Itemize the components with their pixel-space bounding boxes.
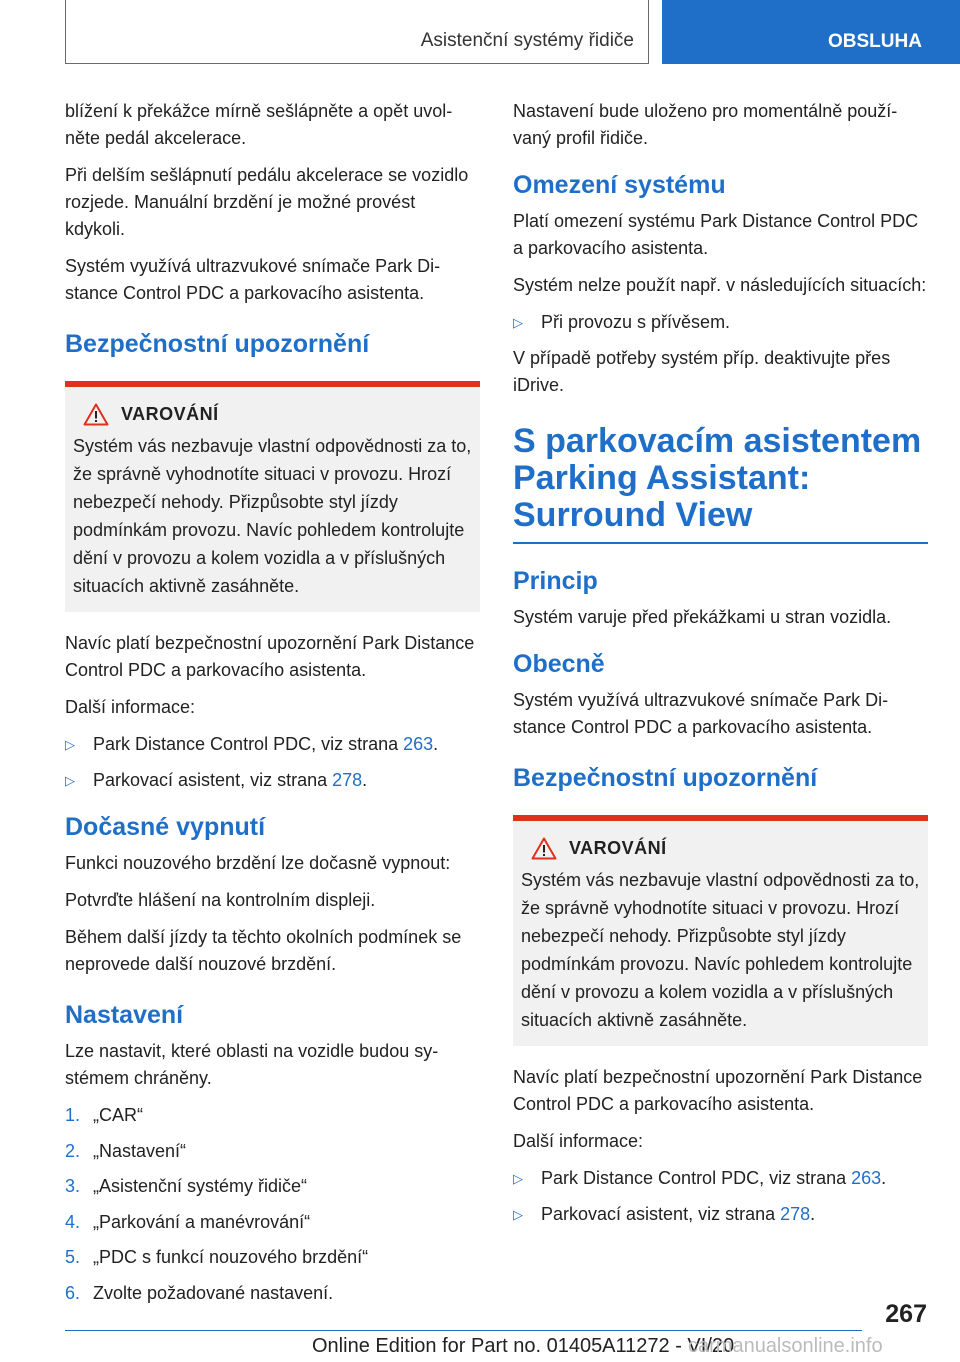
paragraph: Navíc platí bezpečnostní upozornění Park Distance Control PDC a parkovacího asistenta. (65, 633, 475, 680)
list-item: ▷ Parkovací asistent, viz strana 278. (513, 1201, 928, 1228)
paragraph: Funkci nouzového brzdění lze dočasně vypnout: (65, 853, 451, 873)
paragraph: Systém využívá ultrazvukové snímače Park Distance Control PDC a parkovacího asistenta. (513, 690, 889, 737)
right-column (513, 98, 928, 1237)
footer-divider (65, 1330, 862, 1331)
triangle-bullet-icon: ▷ (65, 773, 75, 788)
section-heading-temp-off: Dočasné vypnutí (65, 813, 266, 841)
paragraph: Nastavení bude uloženo pro momentálně používaný profil řidiče. (513, 101, 898, 148)
list-item: ▷ Park Distance Control PDC, viz strana 263. (65, 731, 480, 758)
steps-list (65, 1102, 480, 1307)
triangle-bullet-icon: ▷ (65, 737, 75, 752)
warning-text: Systém vás nezbavuje vlastní odpovědnosti za to, že správně vyhodnotíte situaci v provozu. Hrozí nebezpečí nehody. Přizpůsobte styl jízdy podmínkám provozu. Navíc pohledem kontrolujte dění v provozu a kolem vozidla a v příslušných situacích aktivně zasáhněte. (521, 870, 920, 1030)
bullet-list (513, 309, 928, 336)
paragraph: Systém využívá ultrazvukové snímače Park Distance Control PDC a parkovacího asistenta. (65, 256, 441, 303)
warning-title: VAROVÁNÍ (121, 404, 219, 424)
footer-edition: Online Edition for Part no. 01405A11272 - VI/20 (312, 1335, 735, 1357)
triangle-bullet-icon: ▷ (513, 1171, 523, 1186)
link-list (513, 1165, 928, 1228)
paragraph: Platí omezení systému Park Distance Control PDC a parkovacího asistenta. (513, 211, 919, 258)
left-column (65, 98, 480, 1315)
footer-watermark: carmanualsonline.info (688, 1335, 883, 1357)
triangle-bullet-icon: ▷ (513, 1207, 523, 1222)
list-item: ▷ Při provozu s přívěsem. (513, 309, 928, 336)
list-item: 4. „Parkování a manévrování“ (65, 1211, 311, 1232)
paragraph: Další informace: (65, 697, 196, 717)
list-item: 6. Zvolte požadované nastavení. (65, 1282, 334, 1303)
list-item: 3. „Asistenční systémy řidiče“ (65, 1176, 308, 1196)
warning-triangle-icon (531, 837, 557, 860)
section-heading-safety: Bezpečnostní upozornění (65, 330, 370, 358)
list-item: 5. „PDC s funkcí nouzového brzdění“ (65, 1247, 369, 1267)
section-heading-limits: Omezení systému (513, 171, 726, 199)
page-number: 267 (885, 1300, 927, 1328)
paragraph: V případě potřeby systém příp. deaktivujte přes iDrive. (513, 348, 891, 395)
paragraph: Systém nelze použít např. v následujících situacích: (513, 275, 927, 295)
section-heading-princip: Princip (513, 567, 598, 595)
warning-title: VAROVÁNÍ (569, 838, 667, 858)
page-link-263[interactable]: 263 (851, 1168, 882, 1188)
paragraph: Systém varuje před překážkami u stran vozidla. (513, 607, 892, 627)
paragraph: blížení k překážce mírně sešlápněte a opět uvolněte pedál akcelerace. (65, 101, 453, 148)
section-heading-obecne: Obecně (513, 650, 605, 678)
section-heading-settings: Nastavení (65, 1001, 184, 1029)
triangle-bullet-icon: ▷ (513, 315, 523, 330)
list-item: 2. „Nastavení“ (65, 1140, 187, 1161)
header-title: Asistenční systémy řidiče (420, 30, 634, 51)
paragraph: Při delším sešlápnutí pedálu akcelerace se vozidlo rozjede. Manuální brzdění je možné provést kdykoli. (65, 165, 469, 239)
paragraph: Lze nastavit, které oblasti na vozidle budou systémem chráněny. (65, 1041, 439, 1088)
header-tab-obsluha[interactable]: OBSLUHA (662, 0, 960, 64)
link-list (65, 731, 480, 794)
list-item: 1. „CAR“ (65, 1105, 143, 1125)
warning-text: Systém vás nezbavuje vlastní odpovědnosti za to, že správně vyhodnotíte situaci v provozu. Hrozí nebezpečí nehody. Přizpůsobte styl jízdy podmínkám provozu. Navíc pohledem kontrolujte dění v provozu a kolem vozidla a v příslušných situacích aktivně zasáhněte. (73, 436, 472, 596)
chapter-title: S parkovacím asistentem Parking Assistant: Surround View (513, 423, 928, 544)
list-item: ▷ Parkovací asistent, viz strana 278. (65, 767, 480, 794)
paragraph: Další informace: (513, 1131, 644, 1151)
list-item: ▷ Park Distance Control PDC, viz strana 263. (513, 1165, 928, 1192)
paragraph: Potvrďte hlášení na kontrolním displeji. (65, 890, 376, 910)
header-frame (65, 0, 649, 64)
warning-box (513, 815, 928, 1046)
paragraph: Během další jízdy ta těchto okolních podmínek se neprovede další nouzové brzdění. (65, 927, 462, 974)
section-heading-safety: Bezpečnostní upozornění (513, 764, 818, 792)
page-link-278[interactable]: 278 (332, 770, 363, 790)
page-link-263[interactable]: 263 (403, 734, 434, 754)
warning-triangle-icon (83, 403, 109, 426)
page-link-278[interactable]: 278 (780, 1204, 811, 1224)
paragraph: Navíc platí bezpečnostní upozornění Park Distance Control PDC a parkovacího asistenta. (513, 1067, 923, 1114)
warning-box (65, 381, 480, 612)
